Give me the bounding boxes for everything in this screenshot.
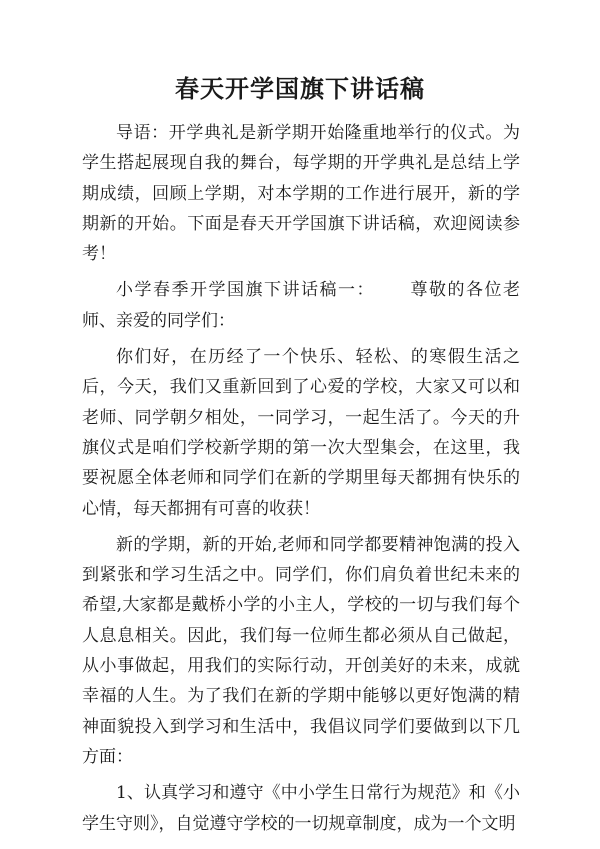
- body-paragraph-1: 你们好，在历经了一个快乐、轻松、的寒假生活之后，今天，我们又重新回到了心爱的学校，大家又可以和老师、同学朝夕相处，一同学习，一起生活了。今天的升旗仪式是咱们学校新学期的第一次大型集会，在这里，我要祝愿全体老师和同学们在新的学期里每天都拥有快乐的心情，每天都拥有可喜的收获！: [82, 347, 520, 519]
- section-heading-paragraph: [82, 275, 520, 336]
- body-paragraph-3: 1、认真学习和遵守《中小学生日常行为规范》和《小学生守则》，自觉遵守学校的一切规章制度，成为一个文明: [82, 783, 520, 834]
- section-heading: 小学春季开学国旗下讲话稿一：: [116, 280, 375, 301]
- intro-paragraph: 导语：开学典礼是新学期开始隆重地举行的仪式。为学生搭起展现自我的舞台，每学期的开学典礼是总结上学期成绩，回顾上学期，对本学期的工作进行展开，新的学期新的开始。下面是春天开学国旗下讲话稿，欢迎阅读参考！: [82, 123, 520, 265]
- document-body: [82, 118, 520, 845]
- document-title: 春天开学国旗下讲话稿: [175, 74, 425, 103]
- salutation: 尊敬的各位老师、亲爱的同学们：: [82, 280, 520, 331]
- body-paragraph-2: 新的学期，新的开始,老师和同学都要精神饱满的投入到紧张和学习生活之中。同学们，你们肩负着世纪未来的希望,大家都是戴桥小学的小主人，学校的一切与我们每个人息息相关。因此，我们每一位师生都必须从自己做起，从小事做起，用我们的实际行动，开创美好的未来，成就幸福的人生。为了我们在新的学期中能够以更好饱满的精神面貌投入到学习和生活中，我倡议同学们要做到以下几方面：: [82, 534, 520, 767]
